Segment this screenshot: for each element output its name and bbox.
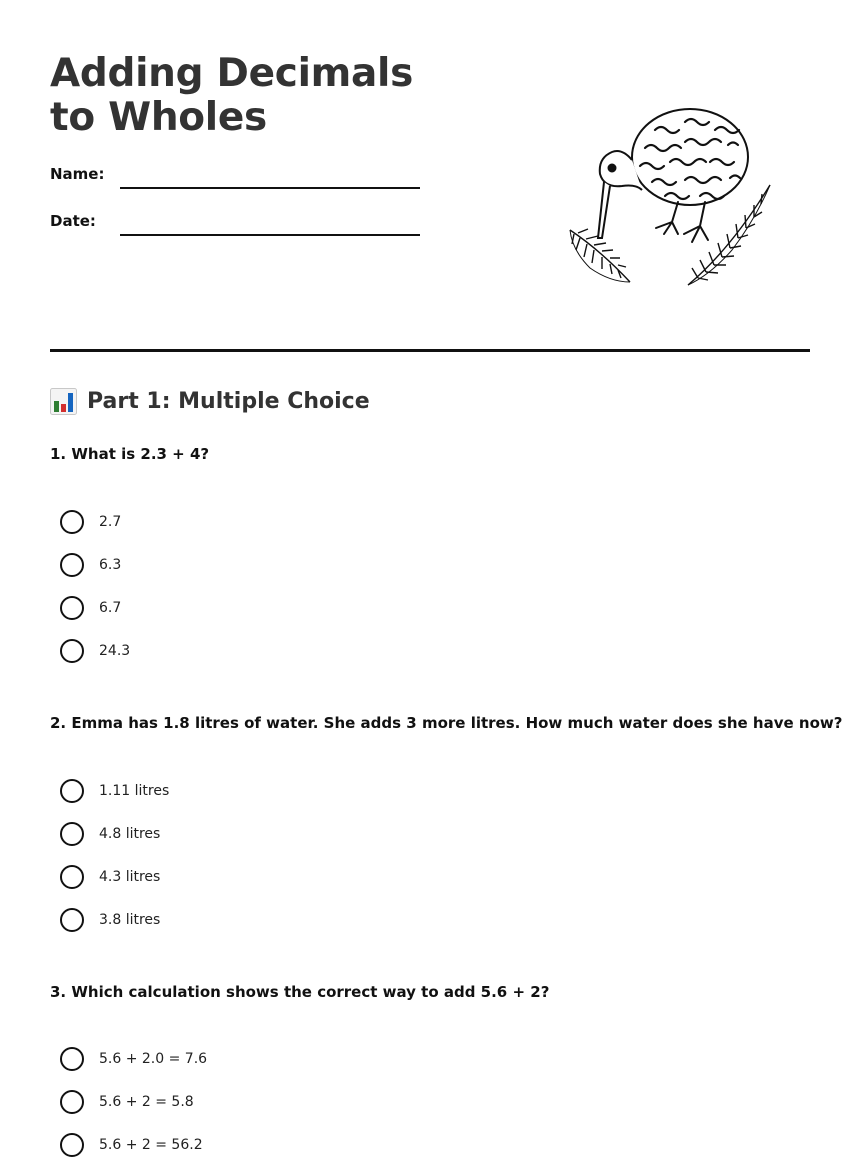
date-label: Date:	[50, 212, 96, 230]
name-field[interactable]	[120, 187, 420, 189]
radio-circle-icon[interactable]	[60, 1047, 84, 1071]
answer-option[interactable]	[60, 1089, 194, 1115]
answer-option[interactable]	[60, 595, 121, 621]
answer-option[interactable]	[60, 821, 160, 847]
answer-option[interactable]	[60, 638, 130, 664]
name-label: Name:	[50, 165, 105, 183]
radio-circle-icon[interactable]	[60, 822, 84, 846]
answer-option[interactable]	[60, 1046, 207, 1072]
question-text: 2. Emma has 1.8 litres of water. She adds 3 more litres. How much water does she have now?	[50, 714, 843, 732]
answer-option[interactable]	[60, 552, 121, 578]
option-label: 2.7	[99, 514, 122, 530]
radio-circle-icon[interactable]	[60, 779, 84, 803]
radio-circle-icon[interactable]	[60, 639, 84, 663]
option-label: 5.6 + 2 = 56.2	[99, 1137, 203, 1153]
answer-option[interactable]	[60, 778, 169, 804]
radio-circle-icon[interactable]	[60, 510, 84, 534]
option-label: 3.8 litres	[99, 912, 161, 928]
kiwi-illustration-icon	[560, 100, 780, 295]
option-label: 6.3	[99, 557, 122, 573]
radio-circle-icon[interactable]	[60, 908, 84, 932]
section-title: Part 1: Multiple Choice	[87, 389, 370, 414]
radio-circle-icon[interactable]	[60, 865, 84, 889]
answer-option[interactable]	[60, 1132, 203, 1158]
worksheet-title: Adding Decimals to Wholes	[50, 51, 413, 140]
option-label: 6.7	[99, 600, 122, 616]
option-label: 4.3 litres	[99, 869, 161, 885]
option-label: 1.11 litres	[99, 783, 170, 799]
bar-chart-icon	[50, 388, 77, 415]
question-text: 1. What is 2.3 + 4?	[50, 445, 210, 463]
answer-option[interactable]	[60, 907, 160, 933]
radio-circle-icon[interactable]	[60, 1090, 84, 1114]
radio-circle-icon[interactable]	[60, 553, 84, 577]
answer-option[interactable]	[60, 509, 121, 535]
option-label: 4.8 litres	[99, 826, 161, 842]
section-divider	[50, 349, 810, 352]
option-label: 5.6 + 2 = 5.8	[99, 1094, 194, 1110]
date-field[interactable]	[120, 234, 420, 236]
question-text: 3. Which calculation shows the correct way to add 5.6 + 2?	[50, 983, 550, 1001]
radio-circle-icon[interactable]	[60, 1133, 84, 1157]
option-label: 5.6 + 2.0 = 7.6	[99, 1051, 208, 1067]
answer-option[interactable]	[60, 864, 160, 890]
section-heading	[50, 388, 370, 415]
radio-circle-icon[interactable]	[60, 596, 84, 620]
option-label: 24.3	[99, 643, 131, 659]
